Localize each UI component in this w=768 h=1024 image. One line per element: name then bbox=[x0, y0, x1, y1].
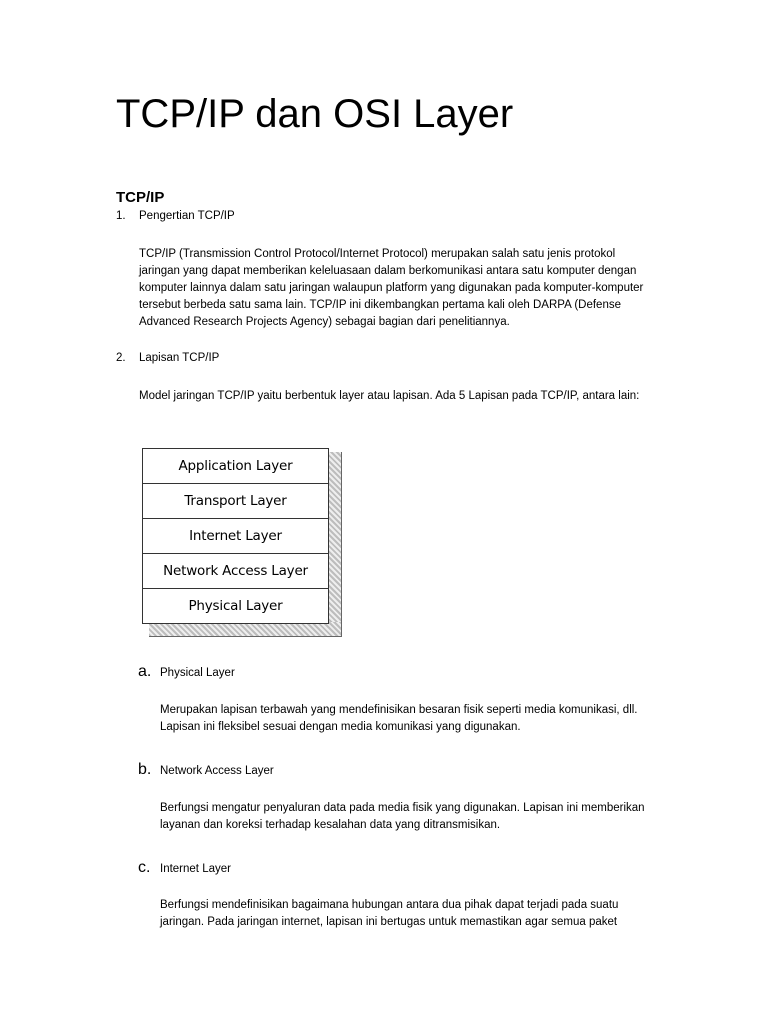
paragraph-lapisan: Model jaringan TCP/IP yaitu berbentuk layer atau lapisan. Ada 5 Lapisan pada TCP/IP, antara lain: bbox=[139, 390, 640, 402]
item-letter: c. bbox=[138, 859, 151, 876]
item-label: Internet Layer bbox=[160, 863, 231, 875]
item-label: Physical Layer bbox=[160, 667, 235, 679]
item-letter: b. bbox=[138, 761, 152, 778]
paragraph-pengertian: TCP/IP (Transmission Control Protocol/Internet Protocol) merupakan salah satu jenis protokol jaringan yang dapat memberikan keleluasaan dalam berkomunikasi antara satu komputer dengan komputer lainnya dalam satu jaringan walaupun platform yang digunakan pada komputer-komputer tersebut berbeda satu sama lain. TCP/IP ini dikembangkan pertama kali oleh DARPA (Defense Advanced Research Projects Agency) sebagai bagian dari penelitiannya. bbox=[139, 248, 644, 328]
layer-boxes bbox=[142, 448, 329, 624]
lettered-item-c bbox=[138, 858, 231, 879]
layer-application: Application Layer bbox=[143, 449, 328, 484]
numbered-item-1 bbox=[116, 208, 235, 224]
layer-network-access: Network Access Layer bbox=[143, 554, 328, 589]
diagram-shadow-bottom bbox=[149, 622, 341, 637]
item-label: Pengertian TCP/IP bbox=[139, 210, 235, 222]
tcpip-layer-diagram bbox=[137, 444, 345, 636]
layer-physical: Physical Layer bbox=[188, 598, 283, 614]
page-title: TCP/IP dan OSI Layer bbox=[116, 92, 514, 136]
item-label: Lapisan TCP/IP bbox=[139, 352, 220, 364]
numbered-item-2 bbox=[116, 350, 219, 366]
section-heading: TCP/IP bbox=[116, 189, 165, 206]
paragraph-internet-layer: Berfungsi mendefinisikan bagaimana hubungan antara dua pihak dapat terjadi pada suatu jaringan. Pada jaringan internet, lapisan ini bertugas untuk memastikan agar semua paket bbox=[160, 899, 619, 928]
item-label: Network Access Layer bbox=[160, 765, 274, 777]
item-number: 2. bbox=[116, 352, 126, 364]
paragraph-network-access-layer: Berfungsi mengatur penyaluran data pada media fisik yang digunakan. Lapisan ini memberikan layanan dan koreksi terhadap kesalahan data yang ditransmisikan. bbox=[160, 802, 645, 831]
lettered-item-b bbox=[138, 760, 274, 781]
diagram-shadow-side bbox=[327, 452, 342, 637]
item-letter: a. bbox=[138, 663, 152, 680]
layer-internet: Internet Layer bbox=[143, 519, 328, 554]
paragraph-physical-layer: Merupakan lapisan terbawah yang mendefinisikan besaran fisik seperti media komunikasi, dll. Lapisan ini fleksibel sesuai dengan media komunikasi yang digunakan. bbox=[160, 704, 638, 733]
item-number: 1. bbox=[116, 210, 126, 222]
lettered-item-a bbox=[138, 662, 235, 683]
layer-transport: Transport Layer bbox=[143, 484, 328, 519]
